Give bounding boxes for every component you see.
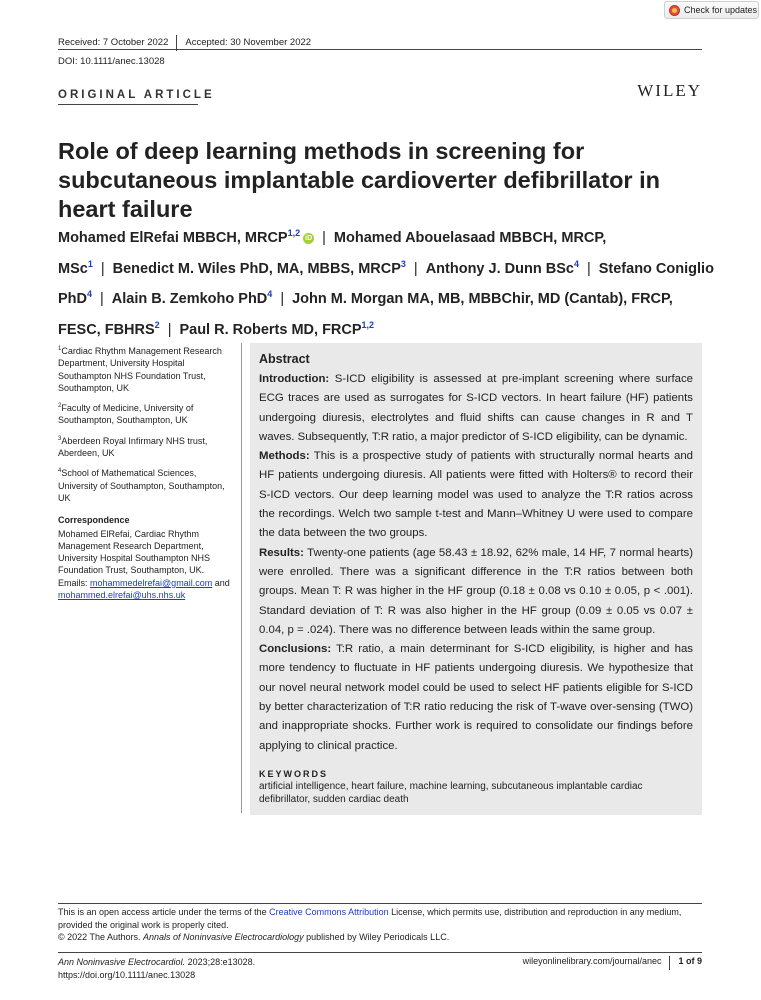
keywords: artificial intelligence, heart failure, machine learning, subcutaneous implantable cardiac defibrillator, sudden cardiac death xyxy=(259,780,643,806)
footer-rule-2 xyxy=(58,952,702,953)
author[interactable]: Mohamed ElRefai MBBCH, MRCP$^{1,2}$ xyxy=(58,228,301,246)
journal-website-link[interactable]: wileyonlinelibrary.com/journal/anec xyxy=(522,956,662,966)
column-divider xyxy=(241,343,242,813)
abstract-results: Results: Twenty-one patients (age 58.43 ± 18.92, 62% male, 14 HF, 7 normal hearts) were enrolled. There was a significant difference in the T:R ratios between both groups. Mean T: R was higher in the HF group (0.18 ± 0.08 vs 0.10 ± 0.05, p < .001). Standard deviation of T: R was also higher in the HF group (0.09 ± 0.05 vs 0.07 ± 0.04, p = .024). There was no difference between leads within the same group. xyxy=(259,546,693,636)
abstract-box xyxy=(250,343,702,815)
email-link[interactable]: mohammedelrefai@gmail.com xyxy=(90,577,213,588)
author[interactable]: Benedict M. Wiles PhD, MA, MBBS, MRCP$^3$ xyxy=(112,258,406,277)
author-list: Mohamed ElRefai MBBCH, MRCP$^{1,2}$ iD | Mohamed Abouelasaad MBBCH, MRCP, MSc$^1$ | Benedict M. Wiles PhD, MA, MBBS, MRCP$^3$ | Anthony J. Dunn BSc$^4$ | Stefano Coniglio PhD$^4$ | Alain B. Zemkoho PhD$^4$ | John M. Morgan MA, MB, MBBChir, MD (Cantab), FRCP, FESC, FBHRS$^2$ | Paul R. Roberts MD, FRCP$^{1,2}$ xyxy=(58,228,714,339)
correspondence-text: Mohamed ElRefai, Cardiac Rhythm Management Research Department, University Hospital Southampton NHS Foundation Trust, Southampton, UK. Emails: mohammedelrefai@gmail.com and mohammed.elrefai@uhs.nhs.uk xyxy=(58,528,230,601)
author[interactable]: Paul R. Roberts MD, FRCP$^{1,2}$ xyxy=(179,320,375,339)
affiliation: $^4$School of Mathematical Sciences, University of Southampton, Southampton, UK xyxy=(58,468,225,503)
affiliation: $^2$Faculty of Medicine, University of Southampton, Southampton, UK xyxy=(58,403,194,426)
email-link[interactable]: mohammed.elrefai@uhs.nhs.uk xyxy=(58,590,186,601)
article-type-rule xyxy=(58,104,198,105)
journal-citation: Ann Noninvasive Electrocardiol. 2023;28:e13028. https://doi.org/10.1111/anec.13028 xyxy=(58,957,256,980)
author[interactable]: John M. Morgan MA, MB, MBBChir, MD (Cantab), FRCP, FESC, FBHRS$^2$ xyxy=(58,291,673,339)
header-rule xyxy=(58,49,702,50)
journal-doi-link[interactable]: https://doi.org/10.1111/anec.13028 xyxy=(58,969,196,980)
license-text: This is an open access article under the terms of the Creative Commons Attribution License, which permits use, distribution and reproduction in any medium, provided the original work is properly cited. xyxy=(58,907,682,930)
site-divider xyxy=(669,956,670,970)
author[interactable]: Alain B. Zemkoho PhD$^4$ xyxy=(111,289,273,308)
license-link[interactable]: Creative Commons Attribution xyxy=(269,907,389,917)
abstract-conclusions: Conclusions: T:R ratio, a main determinant for S-ICD eligibility, is higher and has more tendency to fluctuate in HF patients undergoing diuresis. We hypothesize that our novel neural network model could be used to select HF patients eligible for S-ICD by better characterization of T:R ratio reducing the risk of T-wave over-sensing (TWO) and inappropriate shocks. Further work is required to consolidate our findings before applying to clinical practice. xyxy=(259,643,693,752)
affiliation: $^3$Aberdeen Royal Infirmary NHS trust, Aberdeen, UK xyxy=(58,435,208,459)
copyright-text: © 2022 The Authors. Annals of Noninvasive Electrocardiology published by Wiley Periodicals LLC. xyxy=(58,932,450,942)
footer-rule xyxy=(58,903,702,904)
author[interactable]: Mohamed Abouelasaad MBBCH, MRCP, MSc$^1$ xyxy=(58,229,607,277)
crossmark-icon xyxy=(669,5,680,16)
check-updates-label: Check for updates xyxy=(684,5,758,15)
received-date: Received: 7 October 2022 xyxy=(58,37,169,48)
abstract-heading: Abstract xyxy=(259,352,310,366)
keywords-heading: KEYWORDS xyxy=(259,768,329,779)
correspondence-heading: Correspondence xyxy=(58,515,130,526)
author[interactable]: Anthony J. Dunn BSc$^4$ xyxy=(425,258,579,277)
check-updates-button[interactable] xyxy=(664,1,759,19)
abstract-introduction: Introduction: S-ICD eligibility is assessed at pre-implant screening where surface ECG traces are used as surrogates for S-ICD vectors. In heart failure (HF) patients undergoing diuresis, electrolytes and fluid shifts can cause changes in R and T waves. Subsequently, T:R ratio, a major predictor of S-ICD eligibility, can be dynamic. xyxy=(259,373,693,443)
doi: DOI: 10.1111/anec.13028 xyxy=(58,56,165,67)
affiliation: $^1$Cardiac Rhythm Management Research Department, University Hospital Southampton NHS Foundation Trust, Southampton, UK xyxy=(58,346,222,393)
author[interactable]: Stefano Coniglio PhD$^4$ xyxy=(58,260,714,308)
abstract-methods: Methods: This is a prospective study of patients with structurally normal hearts and HF patients undergoing diuresis. All patients were fitted with Holters® to record their S-ICD vectors. Our deep learning model was used to analyze the T:R ratios across the recordings. Welch two sample t-test and Mann–Whitney U were used to compare the data between the two groups. xyxy=(259,450,693,540)
paper-title: Role of deep learning methods in screening for subcutaneous implantable cardioverter defibrillator in heart failure xyxy=(58,138,660,222)
orcid-icon[interactable]: iD xyxy=(305,234,313,242)
article-type: ORIGINAL ARTICLE xyxy=(58,89,215,101)
affiliations xyxy=(58,343,233,607)
accepted-date: Accepted: 30 November 2022 xyxy=(185,37,312,48)
publisher-logo: WILEY xyxy=(637,81,702,100)
license-footnote xyxy=(58,906,702,944)
site-row xyxy=(523,956,702,970)
page-number: 1 of 9 xyxy=(678,956,702,966)
